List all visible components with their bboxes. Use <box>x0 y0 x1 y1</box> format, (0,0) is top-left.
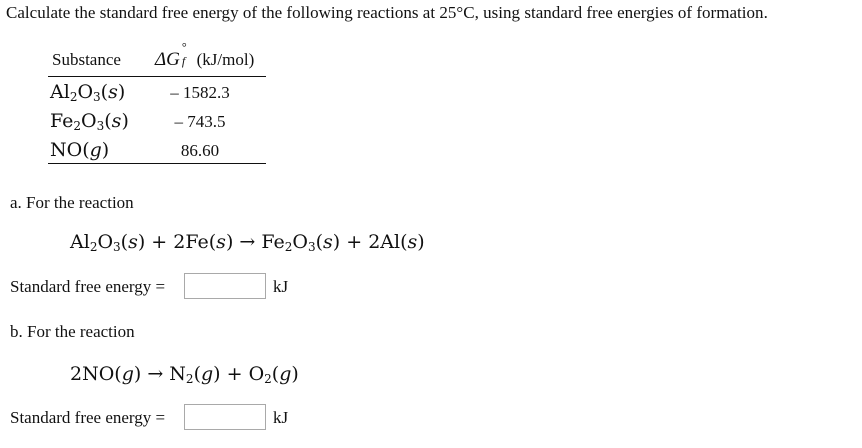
substance-column-header: Substance <box>52 50 121 69</box>
units-label: (kJ/mol) <box>196 50 255 69</box>
part-b-answer-label: Standard free energy = <box>10 408 166 427</box>
part-a-answer-label: Standard free energy = <box>10 277 166 296</box>
part-a-label: a. For the reaction <box>10 193 134 212</box>
value-fe2o3: – 743.5 <box>174 112 226 131</box>
standard-degree-superscript: ° <box>181 40 187 54</box>
part-a-unit: kJ <box>273 277 289 296</box>
table-top-rule <box>48 76 266 77</box>
question-intro: Calculate the standard free energy of the following reactions at 25°C, using standard free energies of formation. <box>6 3 768 22</box>
table-bottom-rule <box>48 163 266 164</box>
degree-f-sup-sub <box>180 40 192 68</box>
delta-g-symbol: ΔG <box>155 49 180 70</box>
free-energy-column-header <box>155 40 255 71</box>
part-b-answer-input[interactable] <box>184 404 266 430</box>
reaction-a-equation: $Al_2O_3(s) + 2Fe(s) \to Fe_2O_3(s) + 2Al(s)$ <box>70 231 425 254</box>
formation-subscript: f <box>181 54 186 68</box>
substance-al2o3: $Al_2O_3(s)$ <box>50 81 126 104</box>
part-b-unit: kJ <box>273 408 289 427</box>
value-al2o3: – 1582.3 <box>170 83 230 102</box>
substance-no: NO(g) <box>50 139 110 161</box>
reaction-b-equation: $2NO(g) \to N_2(g) + O_2(g)$ <box>70 363 299 386</box>
substance-fe2o3: $Fe_2O_3(s)$ <box>50 110 129 133</box>
part-b-label: b. For the reaction <box>10 322 135 341</box>
value-no: 86.60 <box>180 141 220 160</box>
part-a-answer-input[interactable] <box>184 273 266 299</box>
